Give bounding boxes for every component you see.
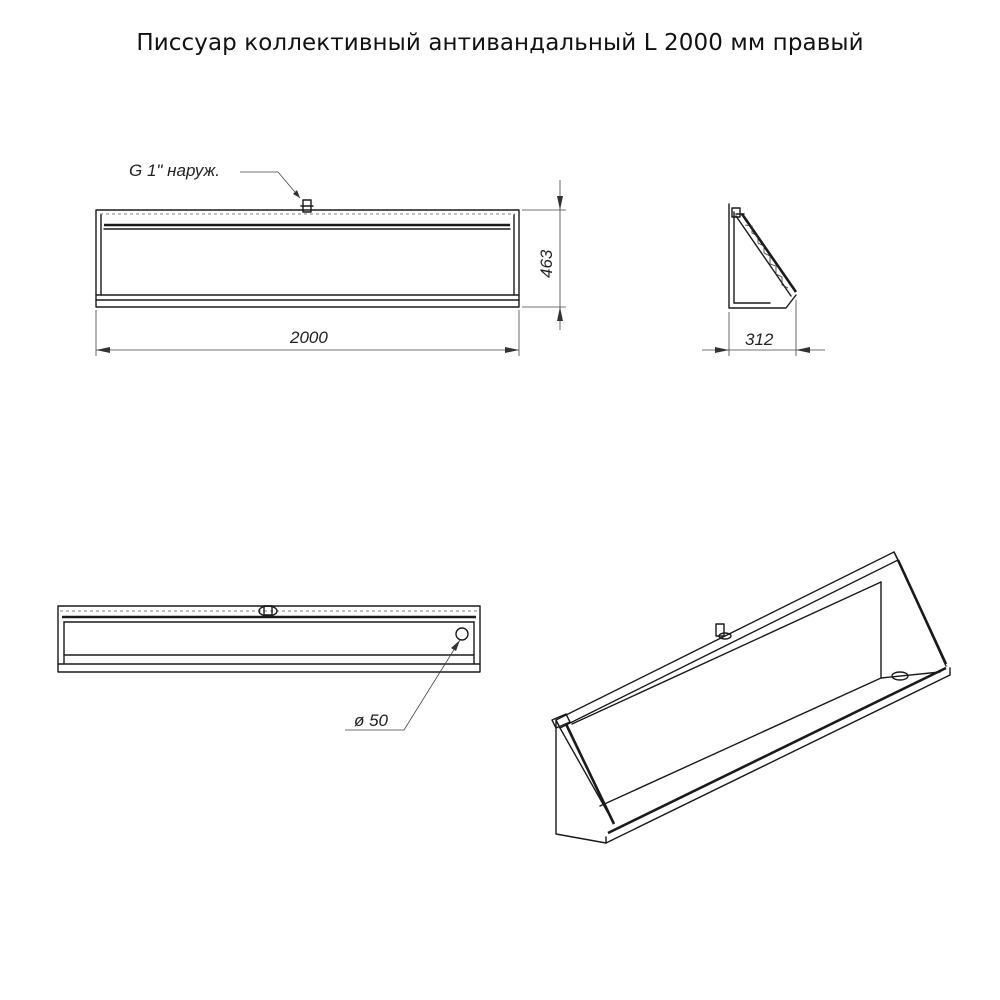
side-view <box>702 204 825 356</box>
isometric-view <box>552 552 950 843</box>
width-dimension <box>96 310 519 356</box>
front-view <box>96 161 566 356</box>
thread-label: G 1" наруж. <box>129 161 220 180</box>
depth-dim-label: 312 <box>745 330 774 349</box>
top-view <box>58 606 480 730</box>
width-dim-label: 2000 <box>290 328 328 347</box>
height-dimension <box>522 180 566 330</box>
drain-dim-label: ø 50 <box>354 711 389 730</box>
drain-hole <box>456 628 468 640</box>
page-title: Писсуар коллективный антивандальный L 2000 мм правый <box>136 30 864 56</box>
height-dim-label: 463 <box>537 249 556 278</box>
